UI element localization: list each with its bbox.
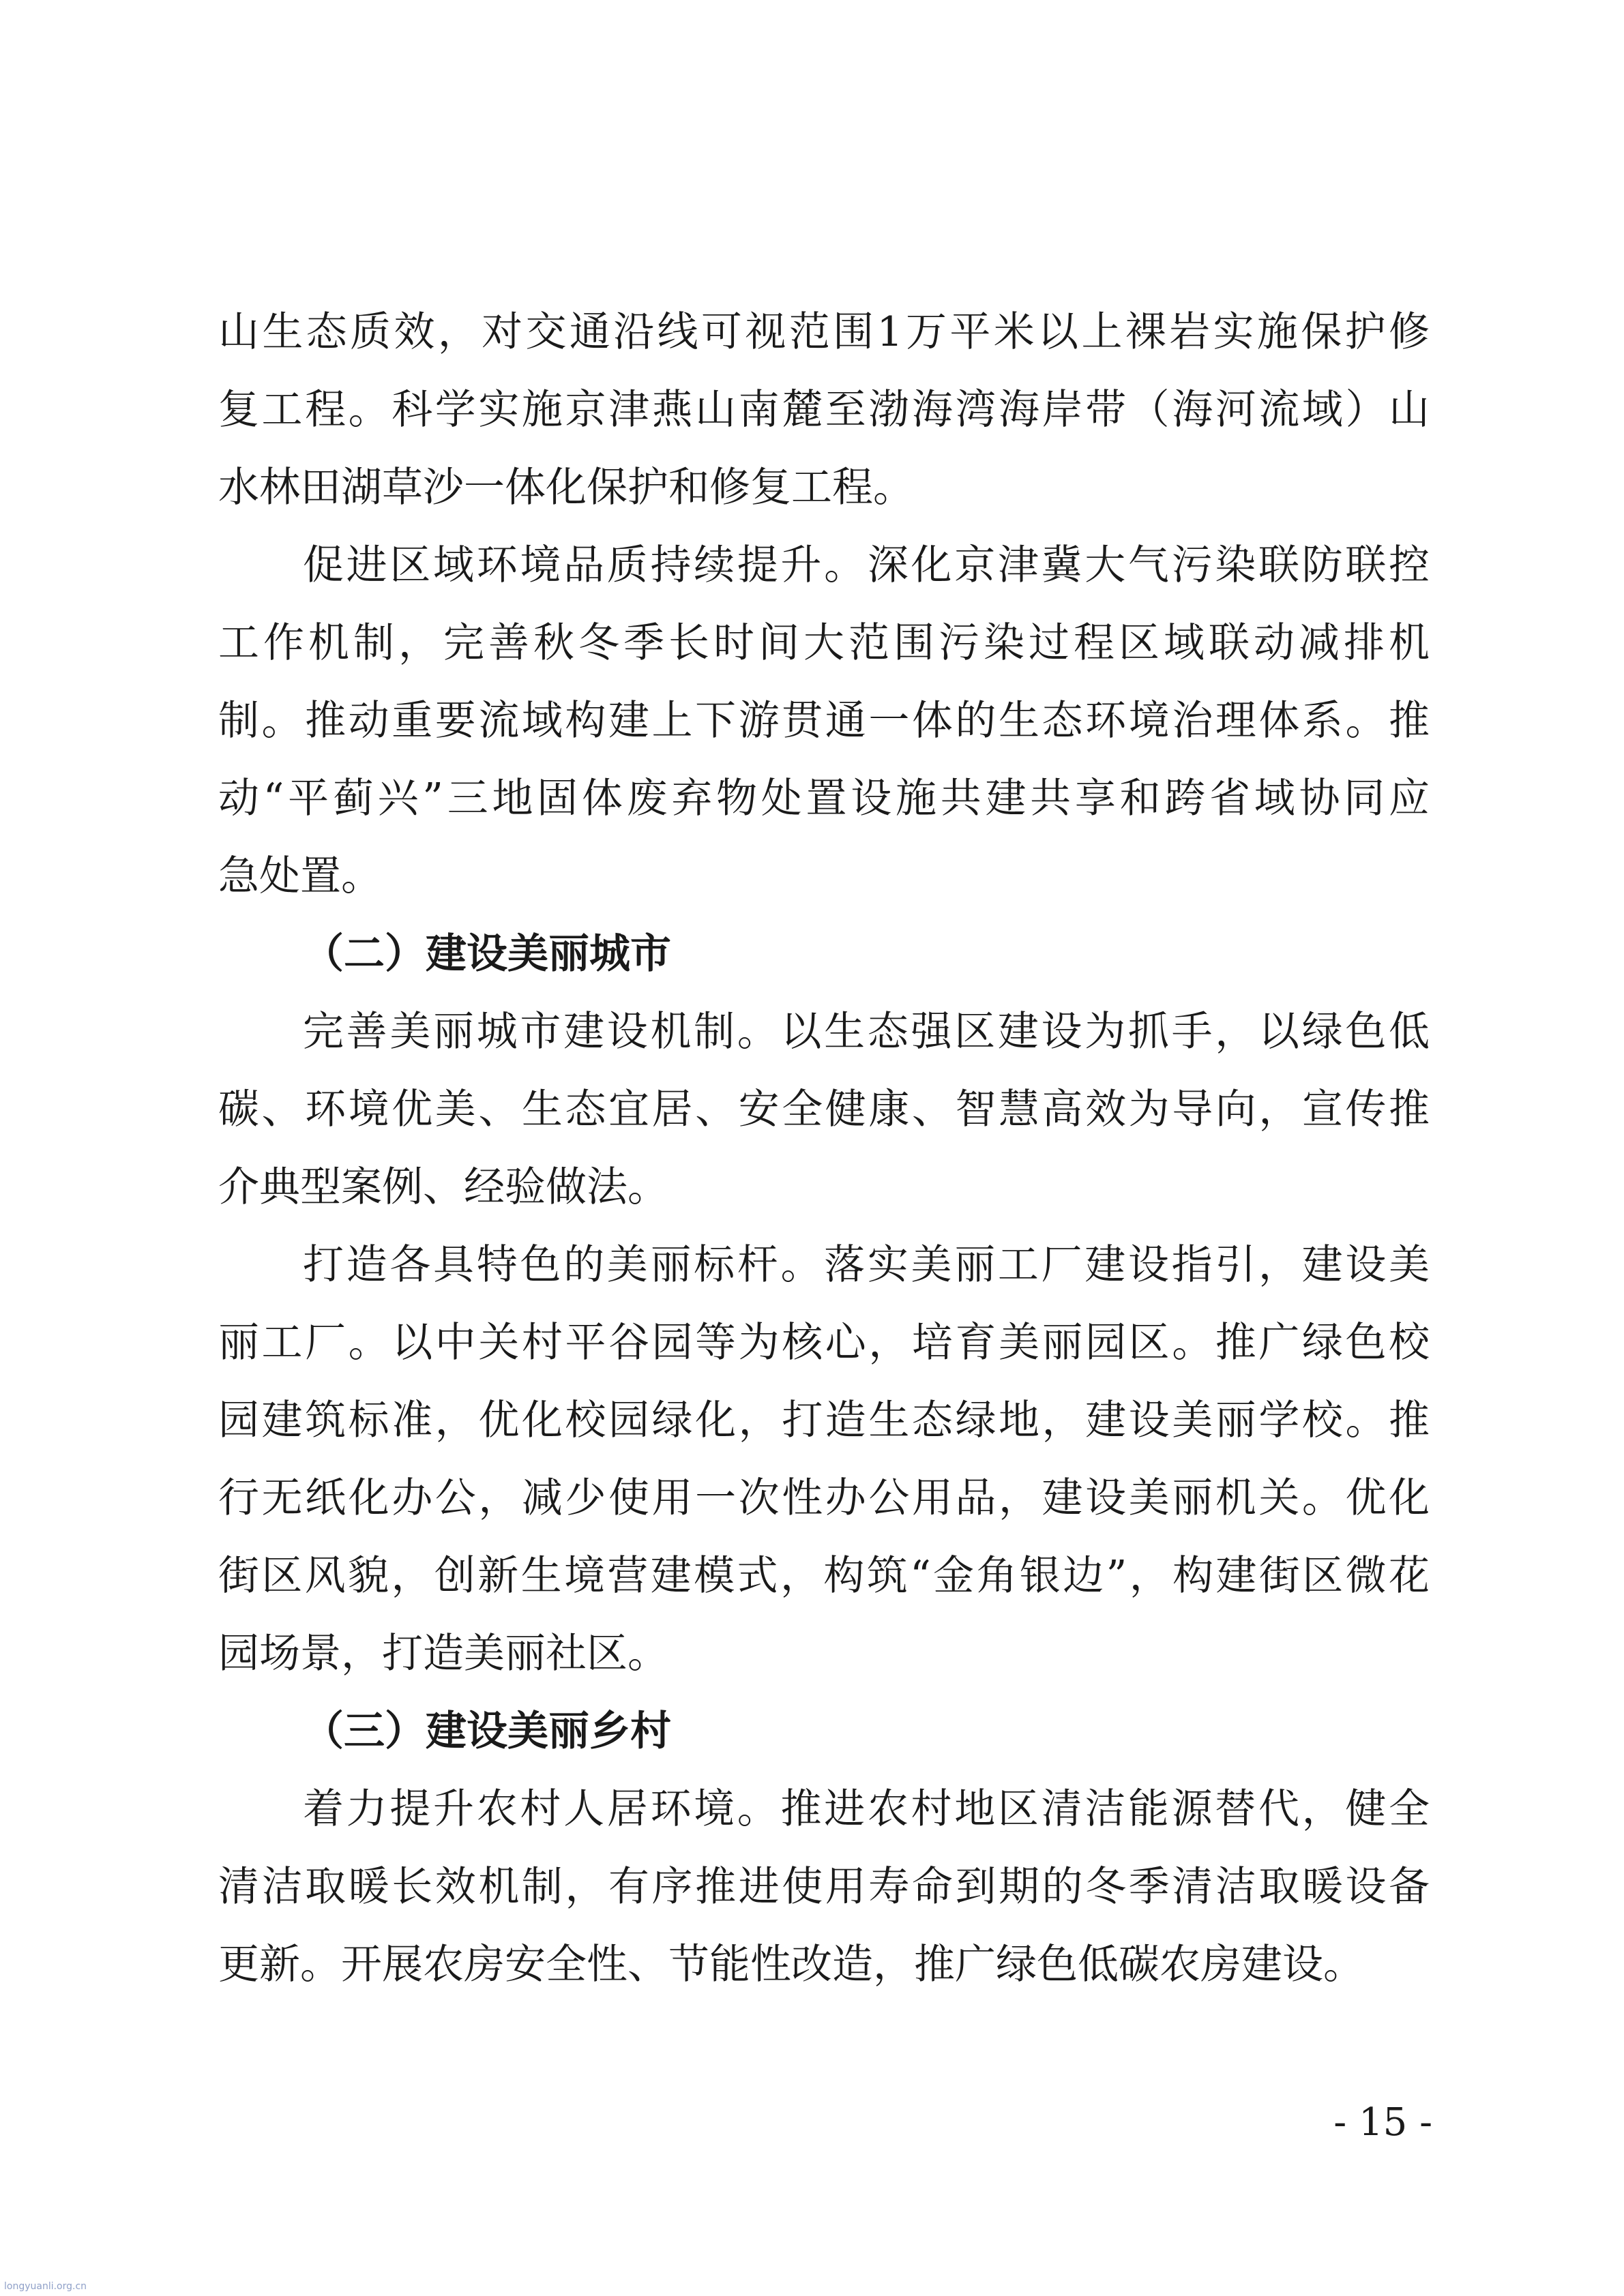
section-heading-2: （二）建设美丽城市 [303, 930, 671, 978]
text-line: 介典型案例、经验做法。 [218, 1163, 668, 1211]
watermark: longyuanli.org.cn [4, 2281, 87, 2292]
text-line: 碳、环境优美、生态宜居、安全健康、智慧高效为导向，宣传推 [218, 1086, 1430, 1133]
text-line: 更新。开展农房安全性、节能性改造，推广绿色低碳农房建设。 [218, 1941, 1364, 1988]
text-line: 动“平蓟兴”三地固体废弃物处置设施共建共享和跨省域协同应 [218, 775, 1430, 822]
paragraph-start: 打造各具特色的美丽标杆。落实美丽工厂建设指引，建设美 [303, 1241, 1430, 1289]
paragraph-start: 完善美丽城市建设机制。以生态强区建设为抓手，以绿色低 [303, 1008, 1430, 1056]
section-heading-3: （三）建设美丽乡村 [303, 1708, 671, 1755]
text-line: 复工程。科学实施京津燕山南麓至渤海湾海岸带（海河流域）山 [218, 386, 1430, 434]
text-line: 工作机制，完善秋冬季长时间大范围污染过程区域联动减排机 [218, 619, 1430, 667]
text-line: 园场景，打造美丽社区。 [218, 1630, 668, 1678]
text-line: 街区风貌，创新生境营建模式，构筑“金角银边”，构建街区微花 [218, 1552, 1430, 1600]
text-line: 山生态质效，对交通沿线可视范围1万平米以上裸岩实施保护修 [218, 308, 1430, 356]
text-line: 制。推动重要流域构建上下游贯通一体的生态环境治理体系。推 [218, 697, 1430, 745]
body-text [218, 293, 1430, 2003]
page-number: - 15 - [1333, 2100, 1432, 2145]
text-line: 丽工厂。以中关村平谷园等为核心，培育美丽园区。推广绿色校 [218, 1319, 1430, 1367]
paragraph-start: 着力提升农村人居环境。推进农村地区清洁能源替代，健全 [303, 1785, 1430, 1833]
text-line: 园建筑标准，优化校园绿化，打造生态绿地，建设美丽学校。推 [218, 1397, 1430, 1444]
text-line: 水林田湖草沙一体化保护和修复工程。 [218, 464, 914, 511]
text-line: 清洁取暖长效机制，有序推进使用寿命到期的冬季清洁取暖设备 [218, 1863, 1430, 1911]
paragraph-start: 促进区域环境品质持续提升。深化京津冀大气污染联防联控 [303, 541, 1430, 589]
text-line: 行无纸化办公，减少使用一次性办公用品，建设美丽机关。优化 [218, 1474, 1430, 1522]
text-line: 急处置。 [218, 852, 382, 900]
